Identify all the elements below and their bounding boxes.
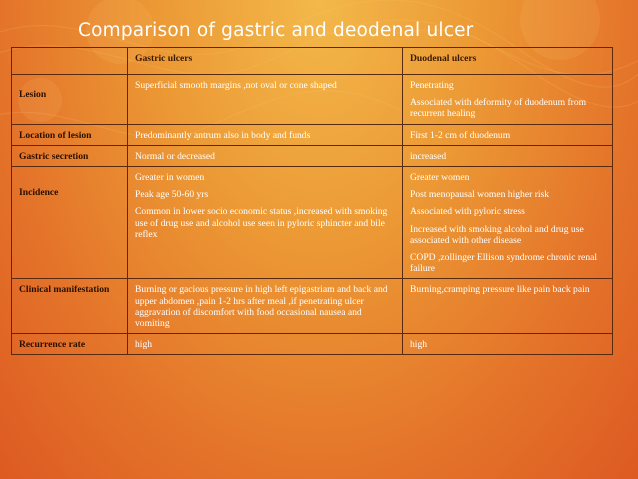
- cell-text: Increased with smoking alcohol and drug use associated with other disease: [410, 223, 584, 246]
- cell-text: Post menopausal women higher risk: [410, 189, 550, 201]
- row-label: Recurrence rate: [12, 334, 128, 355]
- header-cell-empty: [12, 48, 128, 75]
- cell-text: Superficial smooth margins ,not oval or cone shaped: [135, 80, 337, 91]
- row-label: Location of lesion: [12, 124, 128, 145]
- cell-text: Peak age 50-60 yrs: [135, 189, 209, 201]
- slide-title: Comparison of gastric and deodenal ulcer: [78, 20, 474, 41]
- table-row-recurrence: [12, 334, 613, 355]
- row-label: Gastric secretion: [12, 145, 128, 166]
- table-row-lesion: [12, 75, 613, 125]
- cell-text: Greater women: [410, 172, 470, 184]
- cell-text: Burning,cramping pressure like pain back pain: [410, 284, 590, 296]
- gastric-cell: [128, 279, 403, 334]
- duodenal-cell: [403, 75, 613, 125]
- cell-text: Normal or decreased: [135, 150, 215, 162]
- gastric-cell: [128, 145, 403, 166]
- cell-text: Burning or gacious pressure in high left epigastriam and back and upper abdomen ,pain 1-2 hrs after meal ,if penetrating ulcer aggravation of discomfort with food occasional nausea and vomiting: [135, 284, 388, 330]
- gastric-cell: [128, 124, 403, 145]
- gastric-cell: [128, 334, 403, 355]
- duodenal-cell: [403, 167, 613, 279]
- cell-text: increased: [410, 150, 447, 162]
- gastric-cell: [128, 167, 403, 279]
- header-duodenal-ulcers: Duodenal ulcers: [403, 48, 613, 75]
- duodenal-cell: [403, 145, 613, 166]
- cell-text: Associated with pyloric stress: [410, 206, 525, 218]
- duodenal-cell: [403, 124, 613, 145]
- table-header-row: [12, 48, 613, 75]
- cell-text: First 1-2 cm of duodenum: [410, 129, 511, 141]
- cell-text: COPD ,zollinger Ellison syndrome chronic renal failure: [410, 252, 598, 275]
- table-row-clinical: [12, 279, 613, 334]
- cell-text: Associated with deformity of duodenum from recurrent healing: [410, 97, 587, 120]
- row-label: Clinical manifestation: [12, 279, 128, 334]
- table-row-incidence: [12, 167, 613, 279]
- comparison-table: [11, 47, 613, 355]
- row-label: Incidence: [12, 167, 128, 279]
- table-row-secretion: [12, 145, 613, 166]
- cell-text: Common in lower socio economic status ,increased with smoking use of drug use and alcohol use seen in pyloric sphincter and bile reflex: [135, 206, 388, 240]
- cell-text: Penetrating: [410, 80, 454, 91]
- cell-text: Predominantly antrum also in body and funds: [135, 129, 311, 141]
- cell-text: Greater in women: [135, 172, 205, 184]
- gastric-cell: [128, 75, 403, 125]
- table-row-location: [12, 124, 613, 145]
- cell-text: high: [410, 339, 428, 351]
- row-label: Lesion: [12, 75, 128, 125]
- duodenal-cell: [403, 279, 613, 334]
- cell-text: high: [135, 339, 153, 351]
- header-gastric-ulcers: Gastric ulcers: [128, 48, 403, 75]
- duodenal-cell: [403, 334, 613, 355]
